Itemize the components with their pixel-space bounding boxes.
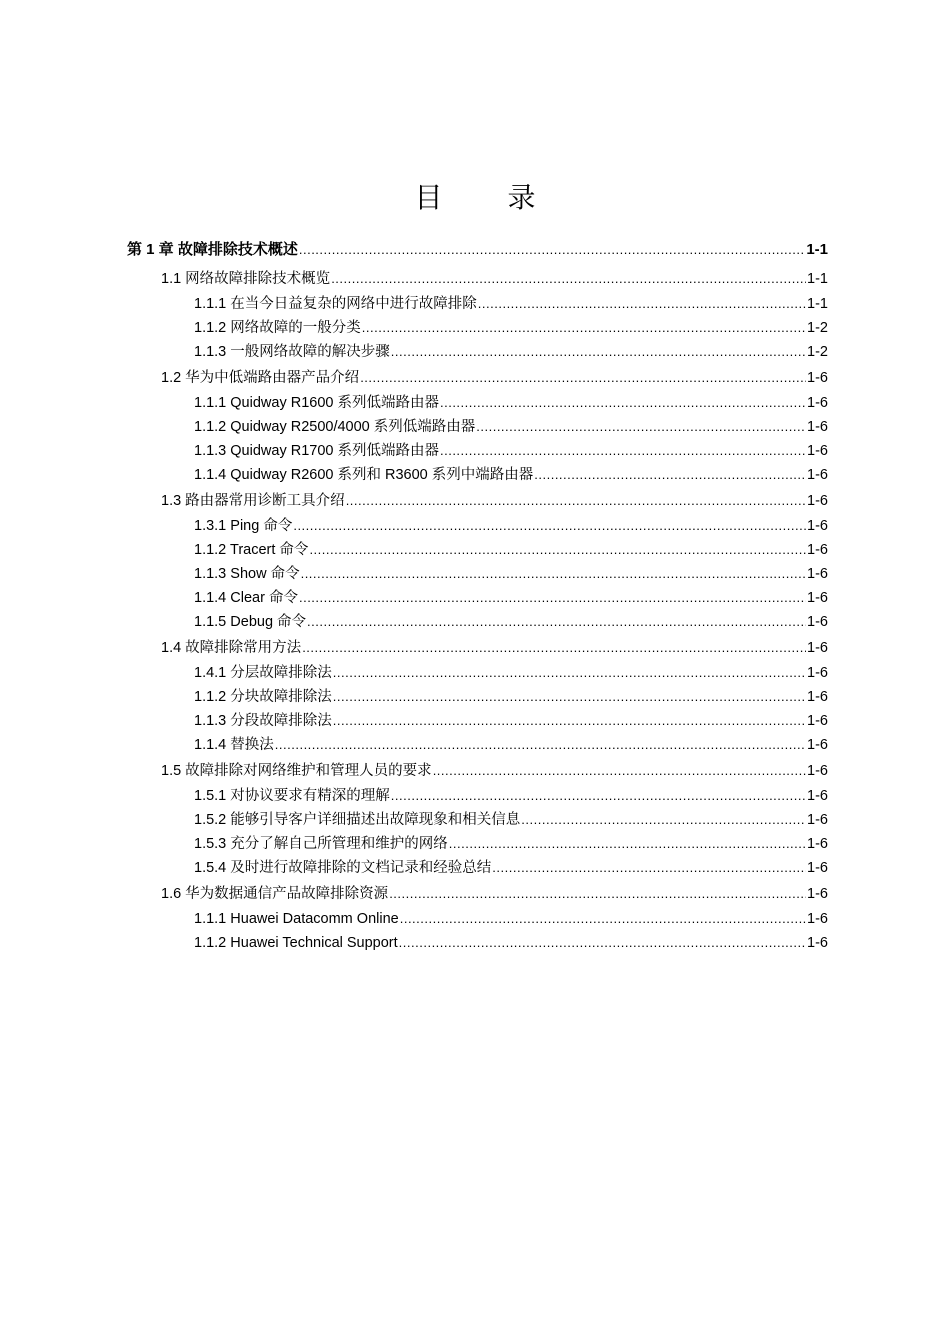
toc-dot-leader [309, 538, 806, 562]
toc-dot-leader [346, 487, 806, 514]
toc-entry-label: 1.1.2 网络故障的一般分类 [194, 320, 361, 336]
toc-dot-leader [333, 709, 806, 733]
toc-entry-label: 1.4 故障排除常用方法 [161, 640, 302, 656]
toc-entry-page: 1-6 [807, 370, 828, 386]
toc-dot-leader [299, 238, 805, 262]
toc-dot-leader [302, 634, 806, 661]
toc-entry-page: 1-6 [807, 836, 828, 852]
toc-entry[interactable] [127, 685, 828, 709]
toc-entry[interactable] [127, 364, 828, 391]
toc-entry-label: 1.6 华为数据通信产品故障排除资源 [161, 886, 389, 902]
toc-entry-page: 1-6 [807, 614, 828, 630]
toc-dot-leader [275, 733, 806, 757]
toc-dot-leader [476, 415, 806, 439]
toc-dot-leader [391, 340, 806, 364]
toc-entry-label: 1.1.5 Debug 命令 [194, 614, 307, 630]
toc-dot-leader [391, 784, 806, 808]
toc-dot-leader [534, 463, 806, 487]
toc-entry[interactable] [127, 808, 828, 832]
toc-entry-label: 1.1.1 Huawei Datacomm Online [194, 911, 399, 927]
toc-dot-leader [449, 832, 806, 856]
toc-dot-leader [478, 292, 806, 316]
toc-entry-page: 1-6 [807, 665, 828, 681]
toc-entry[interactable] [127, 292, 828, 316]
toc-entry[interactable] [127, 709, 828, 733]
toc-entry[interactable] [127, 463, 828, 487]
toc-dot-leader [301, 562, 806, 586]
toc-entry-label: 1.1.2 Huawei Technical Support [194, 935, 398, 951]
toc-entry[interactable] [127, 856, 828, 880]
toc-entry-page: 1-6 [807, 860, 828, 876]
toc-entry-page: 1-6 [807, 395, 828, 411]
toc-dot-leader [399, 931, 806, 955]
toc-entry[interactable] [127, 391, 828, 415]
toc-entry-page: 1-6 [807, 911, 828, 927]
toc-entry-label: 1.1.1 在当今日益复杂的网络中进行故障排除 [194, 296, 477, 312]
toc-entry-page: 1-6 [807, 763, 828, 779]
toc-dot-leader [333, 661, 806, 685]
toc-dot-leader [293, 514, 806, 538]
toc-entry-label: 1.1.3 一般网络故障的解决步骤 [194, 344, 390, 360]
toc-entry-page: 1-1 [806, 241, 828, 258]
toc-entry-page: 1-6 [807, 886, 828, 902]
toc-entry-label: 1.1.3 Show 命令 [194, 566, 300, 582]
toc-entry-label: 1.5.1 对协议要求有精深的理解 [194, 788, 390, 804]
toc-entry-page: 1-2 [807, 344, 828, 360]
toc-entry[interactable] [127, 661, 828, 685]
toc-entry-label: 1.1 网络故障排除技术概览 [161, 271, 331, 287]
toc-entry-label: 1.1.2 Quidway R2500/4000 系列低端路由器 [194, 419, 476, 435]
toc-entry-page: 1-6 [807, 590, 828, 606]
toc-entry-label: 1.1.2 分块故障排除法 [194, 689, 332, 705]
toc-entry[interactable] [127, 832, 828, 856]
toc-entry-label: 1.5 故障排除对网络维护和管理人员的要求 [161, 763, 432, 779]
toc-entry[interactable] [127, 634, 828, 661]
toc-entry-label: 1.3 路由器常用诊断工具介绍 [161, 493, 345, 509]
toc-entry[interactable] [127, 757, 828, 784]
toc-dot-leader [440, 439, 806, 463]
toc-entry-label: 1.2 华为中低端路由器产品介绍 [161, 370, 360, 386]
toc-entry-page: 1-6 [807, 788, 828, 804]
page-title: 目 录 [414, 181, 564, 214]
toc-entry-page: 1-6 [807, 518, 828, 534]
toc-entry-page: 1-6 [807, 713, 828, 729]
toc-dot-leader [492, 856, 806, 880]
toc-entry-page: 1-6 [807, 443, 828, 459]
toc-entry-label: 1.5.2 能够引导客户详细描述出故障现象和相关信息 [194, 812, 521, 828]
toc-dot-leader [307, 610, 806, 634]
toc-dot-leader [433, 757, 806, 784]
toc-dot-leader [389, 880, 806, 907]
toc-entry[interactable] [127, 238, 828, 265]
toc-dot-leader [521, 808, 806, 832]
toc-entry[interactable] [127, 514, 828, 538]
toc-entry-page: 1-6 [807, 467, 828, 483]
toc-entry-label: 1.5.3 充分了解自己所管理和维护的网络 [194, 836, 448, 852]
toc-entry[interactable] [127, 340, 828, 364]
toc-entry-label: 1.1.4 Quidway R2600 系列和 R3600 系列中端路由器 [194, 467, 534, 483]
toc-entry-page: 1-1 [807, 271, 828, 287]
toc-entry-page: 1-6 [807, 566, 828, 582]
toc-entry-label: 1.1.1 Quidway R1600 系列低端路由器 [194, 395, 439, 411]
toc-entry-page: 1-2 [807, 320, 828, 336]
toc-entry[interactable] [127, 439, 828, 463]
toc-dot-leader [440, 391, 806, 415]
toc-entry-page: 1-6 [807, 493, 828, 509]
toc-entry[interactable] [127, 538, 828, 562]
toc-entry-page: 1-6 [807, 419, 828, 435]
toc-entry[interactable] [127, 316, 828, 340]
toc-entry-page: 1-6 [807, 737, 828, 753]
toc-entry-page: 1-6 [807, 689, 828, 705]
toc-entry-label: 1.1.2 Tracert 命令 [194, 542, 309, 558]
toc-entry-page: 1-1 [807, 296, 828, 312]
toc-entry[interactable] [127, 733, 828, 757]
toc-entry[interactable] [127, 610, 828, 634]
toc-entry-page: 1-6 [807, 542, 828, 558]
toc-entry-page: 1-6 [807, 640, 828, 656]
toc-dot-leader [331, 265, 806, 292]
toc-entry[interactable] [127, 415, 828, 439]
toc-entry[interactable] [127, 586, 828, 610]
toc-entry-label: 1.1.4 替换法 [194, 737, 274, 753]
table-of-contents [127, 238, 828, 955]
toc-entry[interactable] [127, 265, 828, 292]
toc-entry-label: 1.4.1 分层故障排除法 [194, 665, 332, 681]
toc-dot-leader [299, 586, 806, 610]
toc-entry-label: 1.1.3 分段故障排除法 [194, 713, 332, 729]
toc-entry-label: 1.3.1 Ping 命令 [194, 518, 293, 534]
toc-entry[interactable] [127, 907, 828, 931]
toc-entry[interactable] [127, 880, 828, 907]
toc-dot-leader [400, 907, 806, 931]
toc-entry[interactable] [127, 562, 828, 586]
toc-entry[interactable] [127, 487, 828, 514]
toc-entry-label: 1.1.4 Clear 命令 [194, 590, 298, 606]
toc-entry-label: 第 1 章 故障排除技术概述 [127, 241, 298, 258]
toc-entry-label: 1.5.4 及时进行故障排除的文档记录和经验总结 [194, 860, 492, 876]
toc-entry-page: 1-6 [807, 812, 828, 828]
toc-dot-leader [333, 685, 806, 709]
toc-entry-page: 1-6 [807, 935, 828, 951]
toc-dot-leader [360, 364, 806, 391]
toc-dot-leader [362, 316, 806, 340]
toc-entry-label: 1.1.3 Quidway R1700 系列低端路由器 [194, 443, 439, 459]
toc-entry[interactable] [127, 931, 828, 955]
toc-entry[interactable] [127, 784, 828, 808]
